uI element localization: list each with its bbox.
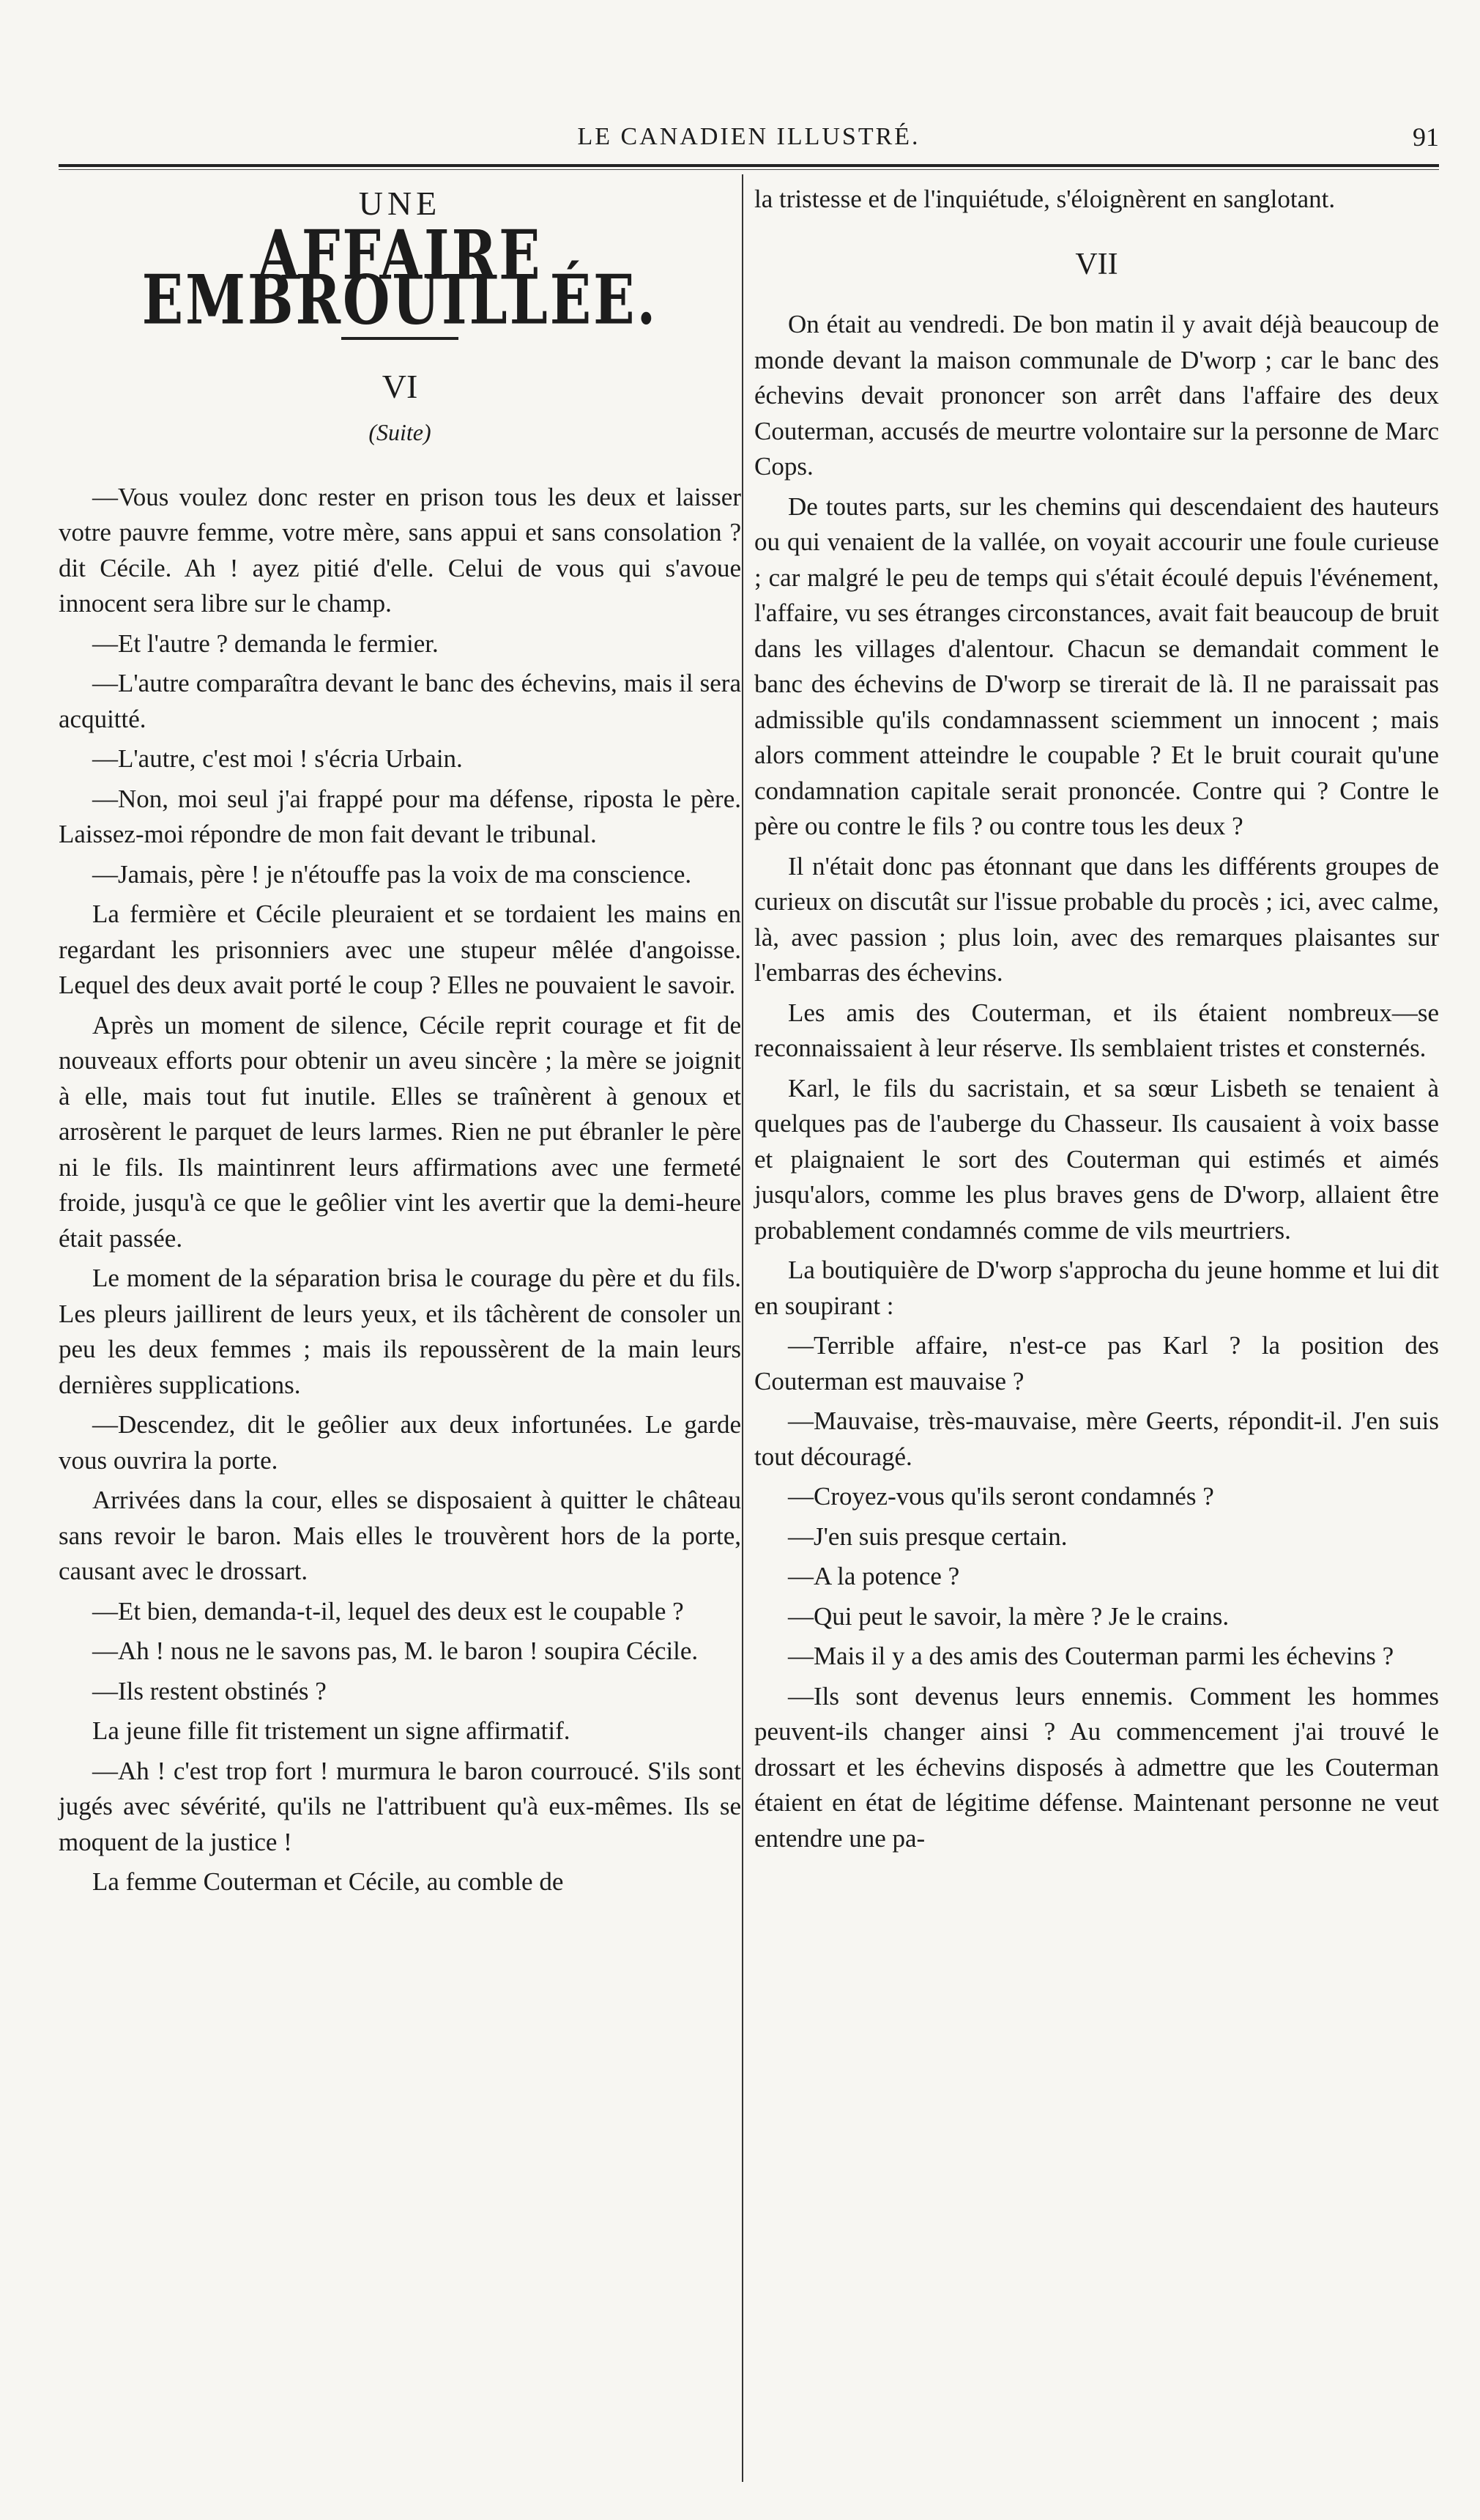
paragraph: —A la potence ? [788,1562,960,1590]
paragraph: —L'autre, c'est moi ! s'écria Urbain. [92,744,463,773]
paragraph: La jeune fille fit tristement un signe affirmatif. [92,1716,570,1745]
paragraph: La femme Couterman et Cécile, au comble de [92,1867,564,1896]
paragraph: —L'autre comparaîtra devant le banc des échevins, mais il sera acquitté. [59,669,741,733]
paragraph: —Croyez-vous qu'ils seront condamnés ? [788,1482,1214,1511]
paragraph: —Mauvaise, très-mauvaise, mère Geerts, répondit-il. J'en suis tout découragé. [754,1407,1439,1471]
left-column [59,182,741,1905]
paragraph: La boutiquière de D'worp s'approcha du jeune homme et lui dit en soupirant : [754,1256,1439,1320]
paragraph: —Ah ! nous ne le savons pas, M. le baron ! soupira Cécile. [92,1637,699,1665]
chapter-subtitle: (Suite) [368,419,431,445]
paragraph: —Descendez, dit le geôlier aux deux infortunées. Le garde vous ouvrira la porte. [59,1410,741,1475]
article-title: AFFAIRE EMBROUILLÉE. [141,215,658,339]
page-number: 91 [1413,122,1439,152]
paragraph: Il n'était donc pas étonnant que dans les différents groupes de curieux on discutât sur l'issue probable du procès ; ici, avec calme, là, avec passion ; plus loin, avec des remarques plaisantes sur l'embarras des échevins. [754,851,1439,987]
paragraph: De toutes parts, sur les chemins qui descendaient des hauteurs ou qui venaient de la vallée, on voyait accourir une foule curieuse ; car malgré le peu de temps qui s'était écoulé depuis l'événement, l'affaire, vu ses étranges circonstances, avait fait beaucoup de bruit dans les villages d'alentour. Chacun se demandait comment le banc des échevins de D'worp se tirerait de là. Il ne paraissait pas admissible qu'ils condamnassent sciemment un innocent ; mais alors comment atteindre le coupable ? Et le bruit courait qu'une condamnation capitale serait prononcée. Contre qui ? Contre le père ou contre le fils ? ou contre tous les deux ? [754,492,1439,840]
paragraph: Après un moment de silence, Cécile reprit courage et fit de nouveaux efforts pour obtenir un aveu sincère ; la mère se joignit à elle, mais tout fut inutile. Elles se traînèrent à genoux et arrosèrent le parquet de leurs larmes. Rien ne put ébranler le père ni le fils. Ils maintinrent leurs affirmations avec une fermeté froide, jusqu'à ce que le geôlier vint les avertir que la demi-heure était passée. [59,1010,741,1253]
paragraph: La fermière et Cécile pleuraient et se tordaient les mains en regardant les prisonniers avec une stupeur mêlée d'angoisse. Lequel des deux avait porté le coup ? Elles ne pouvaient le savoir. [59,900,741,999]
paragraph: Karl, le fils du sacristain, et sa sœur Lisbeth se tenaient à quelques pas de l'auberge du Chasseur. Ils causaient à voix basse et plaignaient le sort des Couterman qui estimés et aimés jusqu'alors, comme les plus braves gens de D'worp, allaient être probablement condamnés comme de vils meurtriers. [754,1073,1439,1245]
paragraph: Arrivées dans la cour, elles se disposaient à quitter le château sans revoir le baron. Mais elles le trouvèrent hors de la porte, causant avec le drossart. [59,1486,741,1585]
paragraph: —Et l'autre ? demanda le fermier. [92,629,439,658]
paragraph: Les amis des Couterman, et ils étaient nombreux—se reconnaissaient à leur réserve. Ils semblaient tristes et consternés. [754,998,1439,1062]
paragraph: —Ah ! c'est trop fort ! murmura le baron courroucé. S'ils sont jugés avec sévérité, qu'ils ne l'attribuent qu'à eux-mêmes. Ils se moquent de la justice ! [59,1756,741,1856]
paragraph: —J'en suis presque certain. [788,1522,1068,1551]
paragraph: —Qui peut le savoir, la mère ? Je le crains. [788,1601,1230,1631]
column-divider [742,174,743,2482]
left-paragraphs [59,480,741,1900]
page-header [59,0,1439,170]
chapter-heading-vi: VI [382,367,418,405]
chapter-heading-vii: VII [1075,247,1118,281]
paragraph: —Jamais, père ! je n'étouffe pas la voix de ma conscience. [92,859,692,889]
article-label: UNE [358,185,442,222]
right-paragraphs [754,307,1439,1856]
paragraph: —Et bien, demanda-t-il, lequel des deux est le coupable ? [92,1596,684,1626]
paragraph: —Ils restent obstinés ? [92,1676,327,1705]
paragraph: —Non, moi seul j'ai frappé pour ma défense, riposta le père. Laissez-moi répondre de mon fait devant le tribunal. [59,784,741,848]
right-column [754,182,1439,1861]
running-title: LE CANADIEN ILLUSTRÉ. [577,123,921,150]
paragraph: —Mais il y a des amis des Couterman parmi les échevins ? [788,1642,1394,1670]
paragraph: On était au vendredi. De bon matin il y avait déjà beaucoup de monde devant la maison communale de D'worp ; car le banc des échevins devait prononcer son arrêt dans l'affaire des deux Couterman, accusés de meurtre volontaire sur la personne de Marc Cops. [754,310,1439,481]
paragraph: —Vous voulez donc rester en prison tous les deux et laisser votre pauvre femme, votre mère, sans appui et sans consolation ? dit Cécile. Ah ! ayez pitié d'elle. Celui de vous qui s'avoue innocent sera libre sur le champ. [59,482,741,618]
header-rule [59,164,1439,167]
paragraph: la tristesse et de l'inquiétude, s'éloignèrent en sanglotant. [754,185,1336,213]
paragraph: —Terrible affaire, n'est-ce pas Karl ? la position des Couterman est mauvaise ? [754,1331,1439,1396]
paragraph: Le moment de la séparation brisa le courage du père et du fils. Les pleurs jaillirent de leurs yeux, et ils tâchèrent de consoler un peu les deux femmes ; mais ils repoussèrent de la main leurs dernières supplications. [59,1264,741,1399]
paragraph: —Ils sont devenus leurs ennemis. Comment les hommes peuvent-ils changer ainsi ? Au commencement j'ai trouvé le drossart et les échevins disposés à admettre que les Couterman étaient en état de légitime défense. Maintenant personne ne veut entendre une pa- [754,1681,1439,1853]
header-rule-thin [59,169,1439,170]
